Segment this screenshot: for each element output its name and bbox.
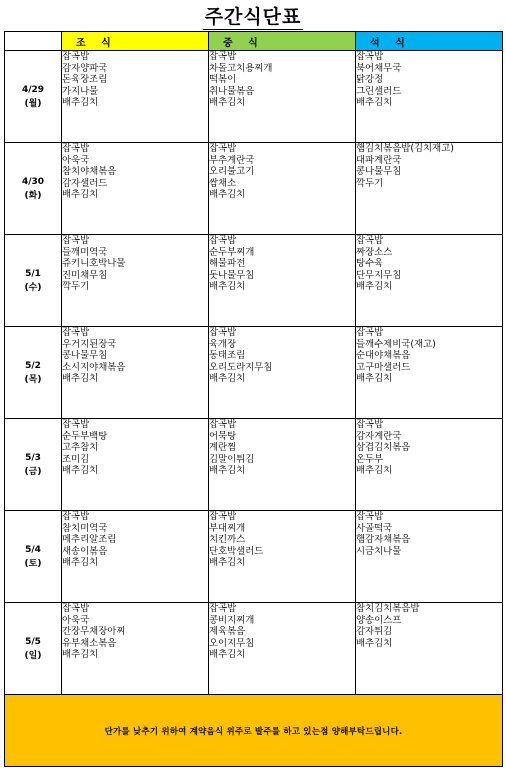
menu-item: 배추김치	[209, 373, 246, 385]
dinner-cell	[356, 327, 503, 419]
menu-item: 대파계란국	[356, 154, 402, 166]
menu-item: 간장무채장아찌	[62, 626, 126, 638]
menu-item: 쥬키니호박나물	[62, 258, 126, 270]
dinner-cell	[356, 603, 503, 695]
menu-item: 순두부찌개	[209, 246, 255, 258]
menu-item: 잡곡밥	[62, 603, 90, 614]
weekly-menu-table	[4, 31, 503, 767]
notice-text: 단가를 낮추기 위하여 계약음식 위주로 발주를 하고 있는점 양해부탁드립니다.	[5, 695, 503, 767]
menu-item: 배추김치	[356, 281, 393, 293]
menu-item: 콩나물무침	[62, 350, 108, 362]
menu-item: 참치야채볶음	[62, 166, 117, 178]
breakfast-cell	[62, 419, 209, 511]
menu-item: 김말이튀김	[209, 453, 255, 465]
menu-item: 탕수육	[356, 258, 384, 270]
dinner-cell	[356, 51, 503, 143]
menu-item: 단호박샐러드	[209, 545, 264, 557]
menu-item: 동태조림	[209, 350, 246, 362]
menu-item: 감자튀김	[356, 626, 393, 638]
menu-item: 잡곡밥	[209, 235, 237, 246]
day-label-cell	[5, 603, 62, 695]
menu-item: 배추김치	[209, 97, 246, 109]
menu-item: 감자계란국	[356, 430, 402, 442]
day-row	[5, 603, 503, 695]
day-date: 4/29	[21, 84, 45, 95]
menu-item: 참치김치볶음밥	[356, 603, 420, 614]
day-date: 5/3	[25, 452, 41, 463]
menu-item: 계란찜	[209, 442, 237, 454]
breakfast-cell	[62, 603, 209, 695]
menu-item: 배추김치	[209, 281, 246, 293]
day-row	[5, 143, 503, 235]
day-row	[5, 51, 503, 143]
day-label-cell	[5, 51, 62, 143]
menu-item: 사골떡국	[356, 522, 393, 534]
header-dinner: 석 식	[356, 32, 503, 51]
menu-item: 잡곡밥	[62, 327, 90, 338]
day-weekday: (화)	[24, 190, 42, 201]
day-row	[5, 235, 503, 327]
menu-item: 돈육장조림	[62, 74, 108, 86]
header-row	[5, 32, 503, 51]
menu-item: 오리불고기	[209, 166, 255, 178]
menu-item: 오리도라지무침	[209, 361, 273, 373]
menu-item: 취나물볶음	[209, 85, 255, 97]
menu-item: 잡곡밥	[62, 511, 90, 522]
menu-item: 배추김치	[356, 97, 393, 109]
menu-item: 햄김치볶음밥(김치재고)	[356, 143, 454, 154]
day-weekday: (월)	[24, 98, 42, 109]
menu-item: 온두부	[356, 453, 384, 465]
day-row	[5, 511, 503, 603]
menu-item: 잡곡밥	[356, 419, 384, 430]
menu-item: 조미김	[62, 453, 90, 465]
menu-item: 아욱국	[62, 154, 90, 166]
breakfast-cell	[62, 143, 209, 235]
menu-item: 오이지무침	[209, 637, 255, 649]
menu-item: 잡곡밥	[209, 419, 237, 430]
menu-item: 단무지무침	[356, 269, 402, 281]
header-breakfast: 조 식	[62, 32, 209, 51]
menu-item: 잡곡밥	[356, 511, 384, 522]
menu-body	[5, 51, 503, 695]
menu-item: 육개장	[209, 338, 237, 350]
menu-item: 삼겹김치볶음	[356, 442, 411, 454]
menu-item: 북어채무국	[356, 62, 402, 74]
day-date: 5/1	[25, 268, 41, 279]
menu-item: 그린샐러드	[356, 85, 402, 97]
breakfast-cell	[62, 511, 209, 603]
menu-item: 제육볶음	[209, 626, 246, 638]
menu-item: 잡곡밥	[209, 51, 237, 62]
menu-item: 배추김치	[356, 465, 393, 477]
breakfast-cell	[62, 235, 209, 327]
menu-item: 우거지된장국	[62, 338, 117, 350]
menu-item: 햄감자채볶음	[356, 534, 411, 546]
menu-item: 배추김치	[62, 465, 99, 477]
menu-item: 잡곡밥	[62, 51, 90, 62]
day-weekday: (목)	[24, 374, 42, 385]
menu-item: 콩비지찌개	[209, 614, 255, 626]
menu-item: 닭강정	[356, 74, 384, 86]
menu-item: 배추김치	[356, 373, 393, 385]
menu-item: 쌈채소	[209, 177, 237, 189]
menu-item: 치킨까스	[209, 534, 246, 546]
menu-item: 순대야채볶음	[356, 350, 411, 362]
menu-item: 잡곡밥	[209, 143, 237, 154]
day-date: 5/4	[25, 544, 41, 555]
menu-item: 고구마샐러드	[356, 361, 411, 373]
lunch-cell	[209, 143, 356, 235]
menu-item: 배추김치	[209, 189, 246, 201]
menu-item: 잡곡밥	[62, 235, 90, 246]
breakfast-cell	[62, 51, 209, 143]
menu-item: 부대찌개	[209, 522, 246, 534]
lunch-cell	[209, 235, 356, 327]
day-row	[5, 419, 503, 511]
page-title	[0, 2, 506, 30]
day-weekday: (토)	[24, 558, 42, 569]
menu-item: 깍두기	[356, 177, 384, 189]
menu-item: 잡곡밥	[209, 327, 237, 338]
menu-item: 진미채무침	[62, 269, 108, 281]
menu-item: 잡곡밥	[356, 51, 384, 62]
menu-item: 참치미역국	[62, 522, 108, 534]
dinner-cell	[356, 235, 503, 327]
day-label-cell	[5, 327, 62, 419]
dinner-cell	[356, 419, 503, 511]
day-label-cell	[5, 511, 62, 603]
day-weekday: (금)	[24, 466, 42, 477]
menu-item: 잡곡밥	[209, 603, 237, 614]
menu-item: 돗나물무침	[209, 269, 255, 281]
lunch-cell	[209, 419, 356, 511]
menu-item: 들깨미역국	[62, 246, 108, 258]
menu-item: 깍두기	[62, 281, 90, 293]
lunch-cell	[209, 603, 356, 695]
menu-item: 잡곡밥	[209, 511, 237, 522]
menu-item: 잡곡밥	[62, 143, 90, 154]
menu-item: 소시지야채볶음	[62, 361, 126, 373]
menu-item: 부추계란국	[209, 154, 255, 166]
menu-item: 배추김치	[209, 557, 246, 569]
menu-item: 잡곡밥	[62, 419, 90, 430]
menu-item: 양송이스프	[356, 614, 402, 626]
menu-item: 배추김치	[62, 649, 99, 661]
day-label-cell	[5, 143, 62, 235]
menu-item: 배추김치	[209, 465, 246, 477]
header-lunch: 중 식	[209, 32, 356, 51]
menu-item: 배추김치	[62, 189, 99, 201]
day-date: 5/5	[25, 636, 41, 647]
menu-item: 콩나물무침	[356, 166, 402, 178]
menu-item: 배추김치	[62, 373, 99, 385]
menu-item: 어묵탕	[209, 430, 237, 442]
day-row	[5, 327, 503, 419]
header-corner	[5, 32, 62, 51]
lunch-cell	[209, 327, 356, 419]
day-date: 4/30	[21, 176, 45, 187]
menu-item: 짜장소스	[356, 246, 393, 258]
menu-item: 시금치나물	[356, 545, 402, 557]
notice-row	[5, 695, 503, 767]
menu-item: 아욱국	[62, 614, 90, 626]
menu-item: 잡곡밥	[356, 327, 384, 338]
lunch-cell	[209, 511, 356, 603]
menu-item: 들깨수제비국(재고)	[356, 338, 436, 350]
lunch-cell	[209, 51, 356, 143]
menu-item: 감자샐러드	[62, 177, 108, 189]
menu-item: 고추참치	[62, 442, 99, 454]
dinner-cell	[356, 511, 503, 603]
menu-item: 해물파전	[209, 258, 246, 270]
day-label-cell	[5, 235, 62, 327]
day-weekday: (수)	[24, 282, 42, 293]
menu-item: 배추김치	[62, 557, 99, 569]
day-weekday: (일)	[24, 650, 42, 661]
menu-item: 떡볶이	[209, 74, 237, 86]
menu-item: 새송이볶음	[62, 545, 108, 557]
menu-item: 순두부백탕	[62, 430, 108, 442]
menu-item: 배추김치	[356, 637, 393, 649]
menu-item: 잡곡밥	[356, 235, 384, 246]
menu-item: 배추김치	[209, 649, 246, 661]
breakfast-cell	[62, 327, 209, 419]
menu-item: 배추김치	[62, 97, 99, 109]
menu-item: 감자양파국	[62, 62, 108, 74]
dinner-cell	[356, 143, 503, 235]
page-title-text: 주간식단표	[204, 6, 302, 28]
menu-item: 가지나물	[62, 85, 99, 97]
menu-item: 유부채소볶음	[62, 637, 117, 649]
day-label-cell	[5, 419, 62, 511]
day-date: 5/2	[25, 360, 41, 371]
menu-item: 메추리알조림	[62, 534, 117, 546]
menu-item: 차돌고치용찌개	[209, 62, 273, 74]
